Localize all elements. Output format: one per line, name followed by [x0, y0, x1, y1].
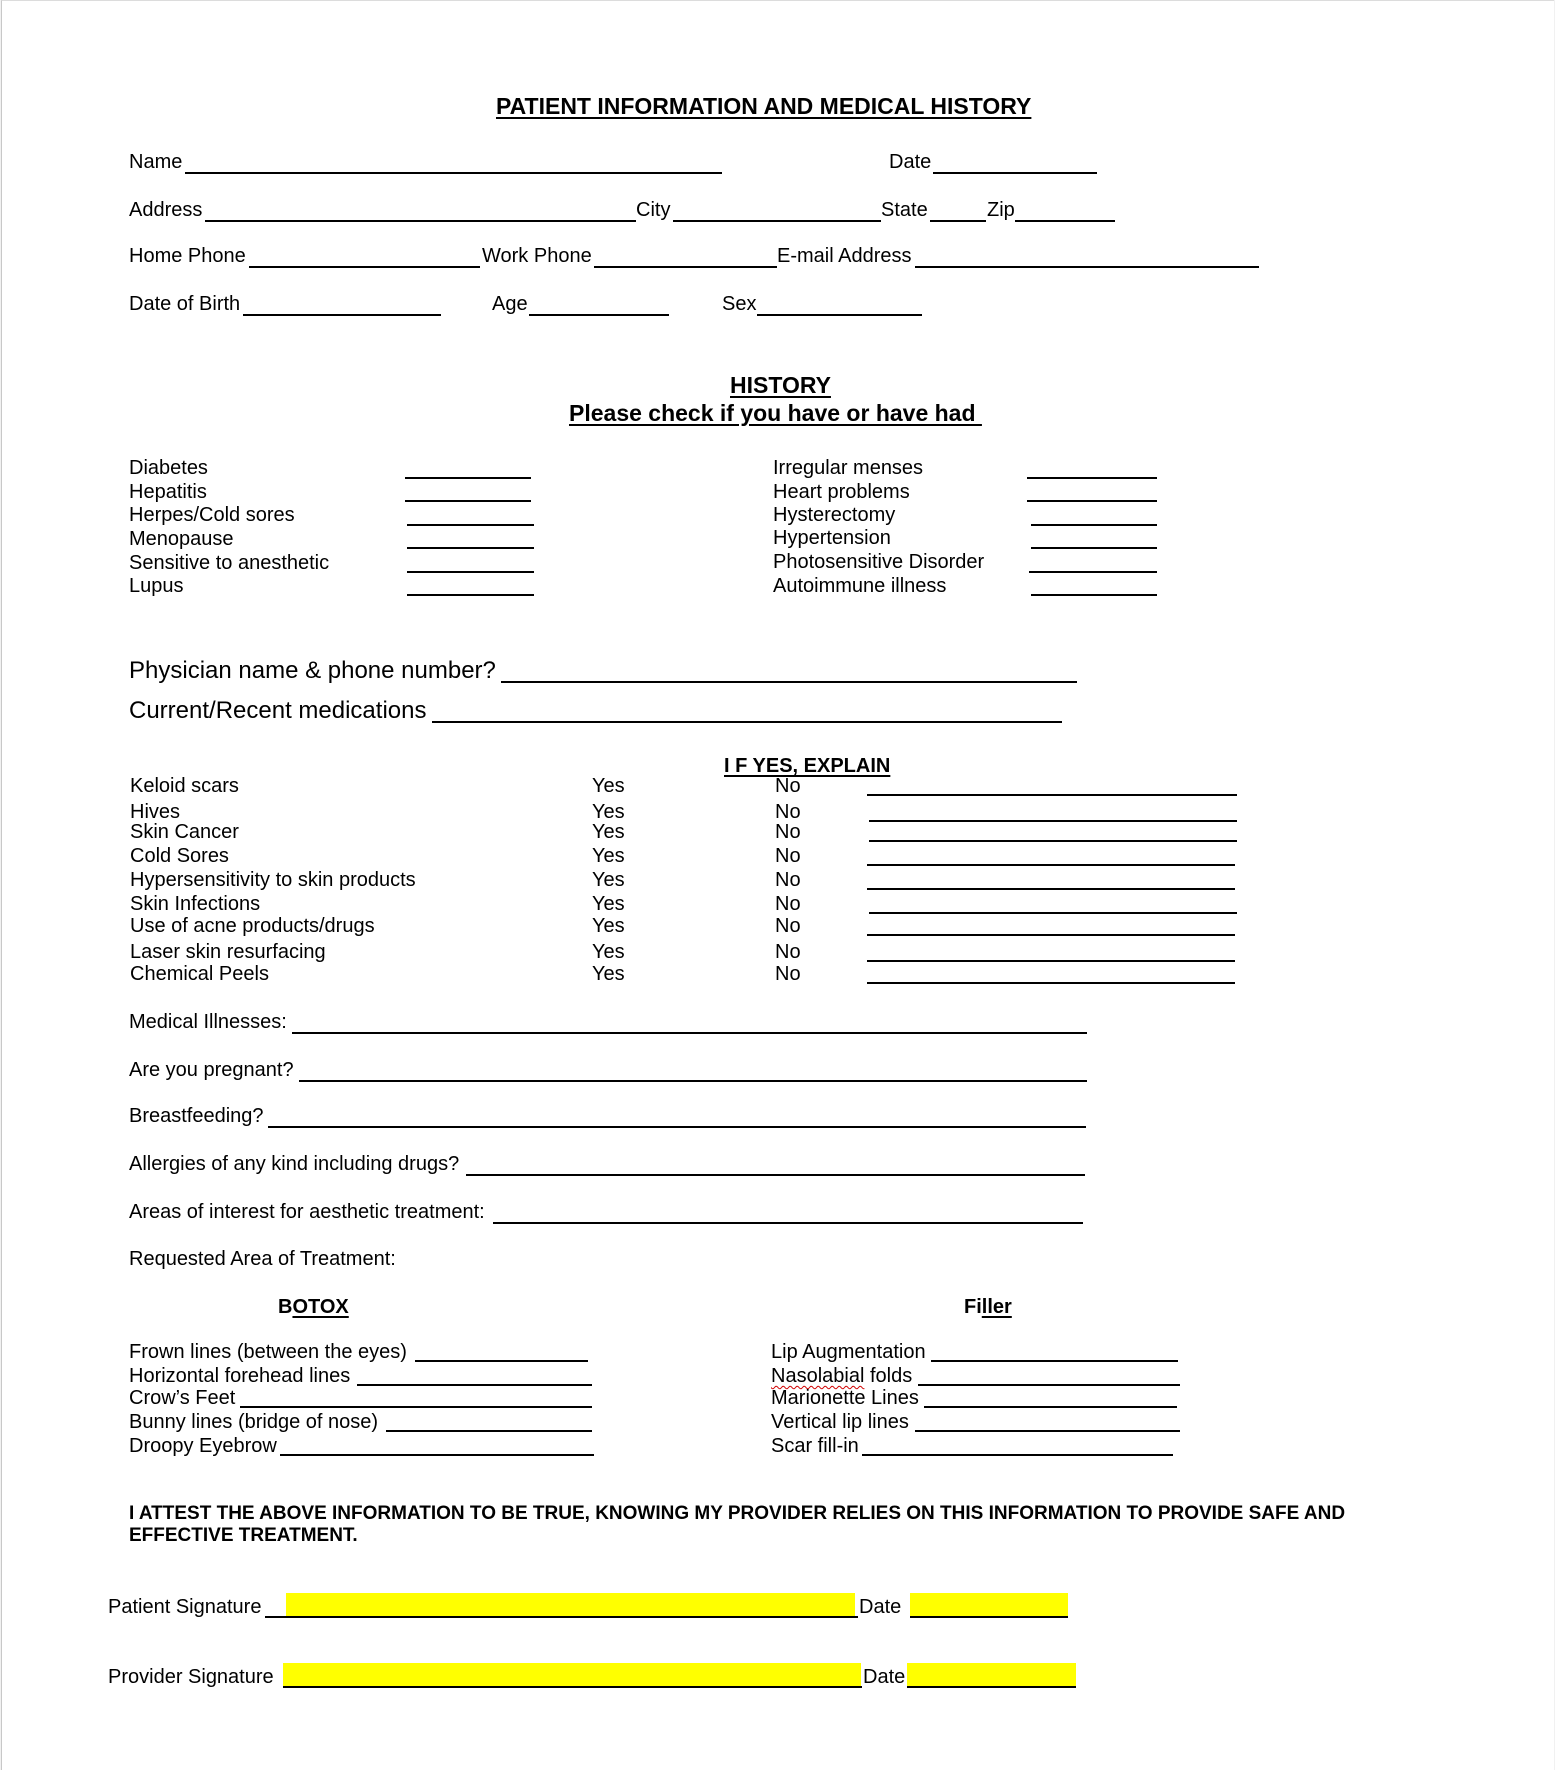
history-item-hepatitis: Hepatitis	[129, 481, 207, 503]
history-check-autoimmune[interactable]	[1031, 594, 1157, 596]
no-option[interactable]: No	[775, 893, 801, 915]
explain-field-infections[interactable]	[869, 912, 1237, 914]
if-yes-explain-header: I F YES, EXPLAIN	[724, 755, 891, 777]
history-check-hypertension[interactable]	[1031, 547, 1157, 549]
botox-field-crows-feet[interactable]	[240, 1406, 592, 1408]
address-field[interactable]	[205, 198, 636, 222]
medications-field[interactable]	[432, 699, 1062, 723]
filler-field-vertical-lip[interactable]	[915, 1430, 1180, 1432]
skin-item-laser: Laser skin resurfacing	[130, 941, 326, 963]
explain-field-skin-cancer[interactable]	[869, 840, 1237, 842]
no-option[interactable]: No	[775, 845, 801, 867]
no-option[interactable]: No	[775, 801, 801, 823]
city-label: City	[636, 199, 671, 221]
botox-field-bunny[interactable]	[386, 1430, 592, 1432]
botox-item-crows-feet: Crow’s Feet	[129, 1387, 236, 1409]
yes-option[interactable]: Yes	[592, 893, 625, 915]
yes-option[interactable]: Yes	[592, 821, 625, 843]
botox-item-bunny: Bunny lines (bridge of nose)	[129, 1411, 379, 1433]
work-phone-field[interactable]	[594, 244, 777, 268]
history-item-herpes: Herpes/Cold sores	[129, 504, 295, 526]
filler-item-marionette: Marionette Lines	[771, 1387, 919, 1409]
no-option[interactable]: No	[775, 941, 801, 963]
dob-label: Date of Birth	[129, 293, 241, 315]
yes-option[interactable]: Yes	[592, 869, 625, 891]
history-check-herpes[interactable]	[407, 524, 534, 526]
folds-word: folds	[864, 1365, 913, 1387]
name-field[interactable]	[185, 150, 722, 174]
history-heading: HISTORY	[730, 372, 831, 398]
history-check-menopause[interactable]	[407, 547, 534, 549]
botox-item-frown: Frown lines (between the eyes)	[129, 1341, 407, 1363]
zip-label: Zip	[987, 199, 1015, 221]
age-label: Age	[492, 293, 528, 315]
attestation-text: I ATTEST THE ABOVE INFORMATION TO BE TRUE, KNOWING MY PROVIDER RELIES ON THIS INFORMATION TO PROVIDE SAFE AND EFFECTIVE TREATMENT.	[129, 1503, 1346, 1546]
no-option[interactable]: No	[775, 963, 801, 985]
skin-item-infections: Skin Infections	[130, 893, 261, 915]
zip-field[interactable]	[1015, 198, 1115, 222]
sex-label: Sex	[722, 293, 757, 315]
patient-date-label: Date	[859, 1596, 902, 1618]
medications-label: Current/Recent medications	[129, 697, 427, 724]
skin-item-peels: Chemical Peels	[130, 963, 269, 985]
no-option[interactable]: No	[775, 869, 801, 891]
explain-field-acne[interactable]	[867, 934, 1235, 936]
history-subheading: Please check if you have or have had	[569, 400, 982, 426]
city-field[interactable]	[673, 198, 881, 222]
no-option[interactable]: No	[775, 775, 801, 797]
history-check-lupus[interactable]	[407, 594, 534, 596]
filler-field-lip[interactable]	[931, 1360, 1178, 1362]
home-phone-label: Home Phone	[129, 245, 246, 267]
dob-field[interactable]	[243, 292, 441, 316]
history-item-diabetes: Diabetes	[129, 457, 208, 479]
home-phone-field[interactable]	[249, 244, 480, 268]
yes-option[interactable]: Yes	[592, 775, 625, 797]
yes-option[interactable]: Yes	[592, 845, 625, 867]
history-item-hypertension: Hypertension	[773, 527, 891, 549]
botox-item-eyebrow: Droopy Eyebrow	[129, 1435, 277, 1457]
explain-field-laser[interactable]	[867, 960, 1235, 962]
patient-signature-field[interactable]	[265, 1594, 858, 1618]
date-field[interactable]	[933, 150, 1097, 174]
history-item-irregular-menses: Irregular menses	[773, 457, 924, 479]
history-check-hepatitis[interactable]	[405, 500, 531, 502]
state-field[interactable]	[930, 198, 986, 222]
areas-of-interest-label: Areas of interest for aesthetic treatment:	[129, 1201, 485, 1223]
history-item-heart-problems: Heart problems	[773, 481, 910, 503]
skin-item-hives: Hives	[130, 801, 181, 823]
explain-field-cold-sores[interactable]	[867, 864, 1235, 866]
history-item-anesthetic: Sensitive to anesthetic	[129, 552, 330, 574]
botox-heading-initial: B	[278, 1296, 293, 1318]
history-item-menopause: Menopause	[129, 528, 234, 550]
history-item-lupus: Lupus	[129, 575, 184, 597]
filler-item-scar: Scar fill-in	[771, 1435, 859, 1457]
yes-option[interactable]: Yes	[592, 801, 625, 823]
botox-field-forehead[interactable]	[357, 1384, 592, 1386]
botox-heading	[278, 1296, 349, 1318]
skin-item-hypersensitivity: Hypersensitivity to skin products	[130, 869, 416, 891]
filler-heading-initial: Fi	[964, 1296, 982, 1318]
botox-item-forehead: Horizontal forehead lines	[129, 1365, 351, 1387]
botox-heading-rest: OTOX	[292, 1296, 349, 1318]
history-check-diabetes[interactable]	[405, 477, 531, 479]
yes-option[interactable]: Yes	[592, 941, 625, 963]
form-page	[1, 0, 1554, 1770]
explain-field-hypersensitivity[interactable]	[867, 888, 1235, 890]
history-check-anesthetic[interactable]	[407, 571, 534, 573]
patient-date-field[interactable]	[910, 1594, 1068, 1618]
history-item-autoimmune: Autoimmune illness	[773, 575, 947, 597]
filler-field-scar[interactable]	[862, 1454, 1173, 1456]
filler-heading-rest: ller	[981, 1296, 1012, 1318]
skin-item-skin-cancer: Skin Cancer	[130, 821, 239, 843]
age-field[interactable]	[529, 292, 669, 316]
name-label: Name	[129, 151, 183, 173]
pregnant-label: Are you pregnant?	[129, 1059, 294, 1081]
history-check-hysterectomy[interactable]	[1031, 524, 1157, 526]
botox-field-eyebrow[interactable]	[280, 1454, 594, 1456]
filler-item-vertical-lip: Vertical lip lines	[771, 1411, 909, 1433]
allergies-field[interactable]	[466, 1152, 1085, 1176]
filler-field-nasolabial[interactable]	[918, 1384, 1180, 1386]
skin-item-keloid: Keloid scars	[130, 775, 239, 797]
history-item-hysterectomy: Hysterectomy	[773, 504, 896, 526]
form-title: PATIENT INFORMATION AND MEDICAL HISTORY	[496, 93, 1032, 119]
filler-heading	[964, 1296, 1012, 1318]
skin-item-cold-sores: Cold Sores	[130, 845, 229, 867]
yes-option[interactable]: Yes	[592, 963, 625, 985]
pregnant-field[interactable]	[299, 1058, 1087, 1082]
provider-date-field[interactable]	[907, 1664, 1076, 1688]
medical-illnesses-field[interactable]	[292, 1010, 1087, 1034]
filler-item-lip: Lip Augmentation	[771, 1341, 926, 1363]
provider-signature-label: Provider Signature	[108, 1666, 274, 1688]
work-phone-label: Work Phone	[482, 245, 592, 267]
yes-option[interactable]: Yes	[592, 915, 625, 937]
areas-of-interest-field[interactable]	[493, 1200, 1083, 1224]
requested-area-label: Requested Area of Treatment:	[129, 1248, 396, 1270]
explain-field-keloid[interactable]	[867, 794, 1237, 796]
filler-field-marionette[interactable]	[924, 1406, 1177, 1408]
history-check-heart-problems[interactable]	[1027, 500, 1157, 502]
explain-field-hives[interactable]	[869, 820, 1237, 822]
history-check-photosensitive[interactable]	[1029, 571, 1157, 573]
date-label: Date	[889, 151, 932, 173]
explain-field-peels[interactable]	[867, 982, 1235, 984]
breastfeeding-label: Breastfeeding?	[129, 1105, 264, 1127]
medical-illnesses-label: Medical Illnesses:	[129, 1011, 287, 1033]
address-label: Address	[129, 199, 203, 221]
history-check-irregular-menses[interactable]	[1027, 477, 1157, 479]
breastfeeding-field[interactable]	[268, 1104, 1086, 1128]
state-label: State	[881, 199, 928, 221]
provider-date-label: Date	[863, 1666, 906, 1688]
email-label: E-mail Address	[777, 245, 912, 267]
physician-label: Physician name & phone number?	[129, 657, 496, 684]
skin-item-acne: Use of acne products/drugs	[130, 915, 375, 937]
email-field[interactable]	[915, 244, 1259, 268]
no-option[interactable]: No	[775, 915, 801, 937]
history-item-photosensitive: Photosensitive Disorder	[773, 551, 985, 573]
physician-field[interactable]	[501, 659, 1077, 683]
botox-field-frown[interactable]	[415, 1360, 588, 1362]
sex-field[interactable]	[757, 292, 922, 316]
nasolabial-word: Nasolabial	[771, 1365, 865, 1387]
patient-signature-label: Patient Signature	[108, 1596, 262, 1618]
allergies-label: Allergies of any kind including drugs?	[129, 1153, 460, 1175]
no-option[interactable]: No	[775, 821, 801, 843]
provider-signature-field[interactable]	[283, 1664, 862, 1688]
filler-item-nasolabial	[771, 1365, 912, 1387]
